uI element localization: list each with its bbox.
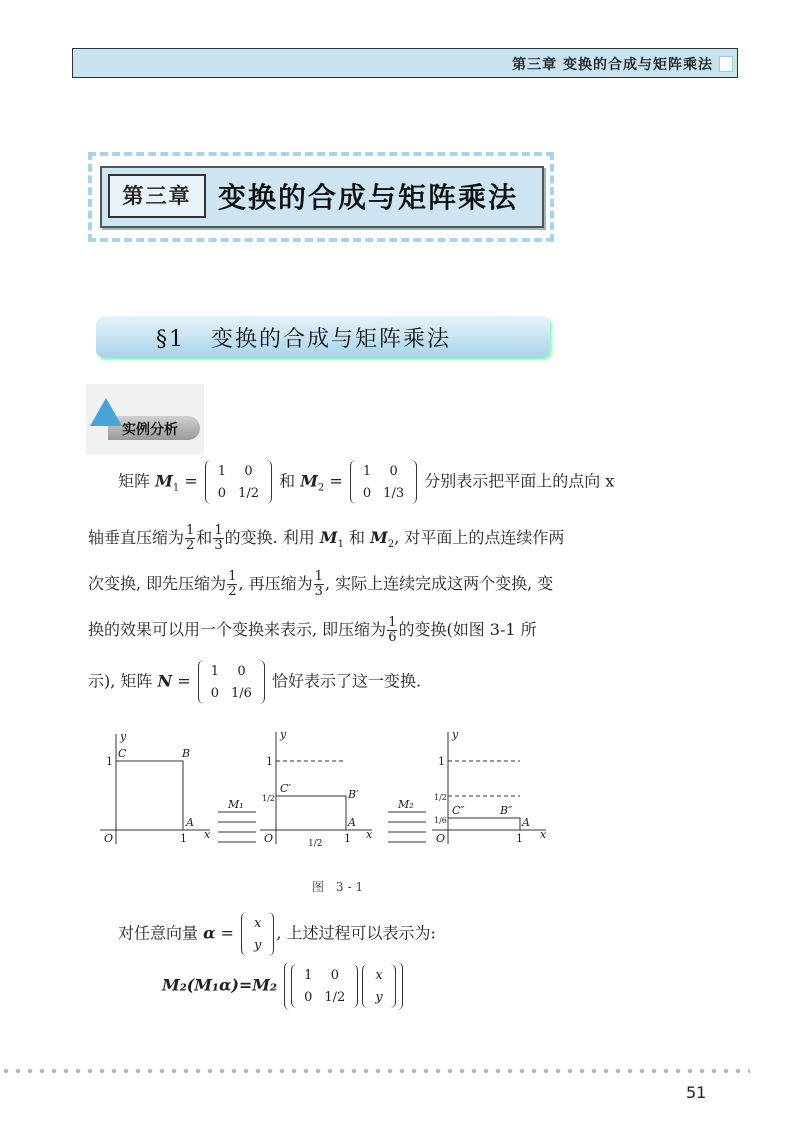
matrix-cell: 1/6 <box>231 685 252 701</box>
paragraph-line-5 <box>88 660 421 704</box>
formula <box>162 962 405 1010</box>
point-label-c: C″ <box>452 804 465 817</box>
matrix-cell: 0 <box>210 685 220 701</box>
equals-sign: = <box>329 471 343 491</box>
paragraph-line-3 <box>88 570 553 599</box>
text-run: 的变换(如图 3-1 所 <box>398 620 537 639</box>
text-run: 轴垂直压缩为 <box>88 528 185 547</box>
matrix-m2-sub: 2 <box>387 539 395 551</box>
arrow-label-m2: M₂ <box>398 798 414 811</box>
denominator: 3 <box>314 584 323 599</box>
tick-label: 1/2 <box>308 839 323 849</box>
origin-label: O <box>264 832 274 845</box>
section-heading <box>156 322 451 353</box>
matrix-cell: 0 <box>330 967 339 983</box>
vector-name: α <box>203 923 216 943</box>
denominator: 3 <box>214 538 223 553</box>
fraction-third <box>314 570 324 599</box>
point-label-c: C′ <box>280 782 291 795</box>
vector-cell: y <box>375 989 383 1005</box>
matrix-n-name: N <box>157 671 173 691</box>
formula-vector <box>362 964 395 1008</box>
text-run: , 上述过程可以表示为: <box>276 923 436 943</box>
chapter-label: 第三章 <box>108 174 206 218</box>
matrix-cell: 0 <box>389 463 398 479</box>
matrix-n <box>198 660 265 704</box>
matrix-cell: 1/2 <box>238 485 259 501</box>
paragraph-2 <box>118 912 436 956</box>
matrix-m2-name: M <box>300 471 318 491</box>
section-number: §1 <box>156 327 185 352</box>
axis-label-x: x <box>540 828 547 841</box>
text-run: , 实际上连续完成这两个变换, 变 <box>324 574 554 593</box>
text-run: , 对平面上的点连续作两 <box>394 528 565 547</box>
matrix-cell: 0 <box>217 485 227 501</box>
fraction-sixth <box>387 616 397 645</box>
text-run: 换的效果可以用一个变换来表示, 即压缩为 <box>88 620 387 639</box>
denominator: 2 <box>228 584 237 599</box>
matrix-cell: 0 <box>304 989 313 1005</box>
tick-label: 1 <box>438 755 445 768</box>
denominator: 6 <box>388 630 397 645</box>
paragraph-line-1 <box>118 460 614 504</box>
figure-caption: 图 3-1 <box>312 880 368 894</box>
matrix-cell: 0 <box>244 463 253 479</box>
triangle-icon <box>90 398 122 426</box>
text-run: 次变换, 即先压缩为 <box>88 574 227 593</box>
paragraph-line-4 <box>88 616 537 645</box>
badge-label: 实例分析 <box>122 422 178 438</box>
formula-lhs: M₂(M₁α)=M₂ <box>162 975 278 995</box>
text-run: 的变换. 利用 <box>224 528 320 547</box>
running-header-title: 第三章 变换的合成与矩阵乘法 <box>512 57 713 73</box>
vector-cell: x <box>254 915 262 931</box>
figure-3-1 <box>90 724 560 874</box>
tick-label: 1 <box>516 832 523 845</box>
tick-label: 1/2 <box>262 794 275 803</box>
origin-label: O <box>104 832 114 845</box>
square-outline <box>116 761 183 830</box>
rect-outline <box>276 796 346 830</box>
tick-label: 1 <box>106 755 113 768</box>
arrow-label-m1: M₁ <box>228 798 244 811</box>
numerator: 1 <box>388 615 397 630</box>
axis-label-x: x <box>366 828 373 841</box>
matrix-cell: 1/2 <box>324 989 346 1005</box>
matrix-m1-sub: 1 <box>337 539 344 551</box>
vector-cell: y <box>254 937 262 953</box>
axis-label-y: y <box>120 730 127 743</box>
equals-sign: = <box>184 471 198 491</box>
point-label-b: B′ <box>348 788 359 801</box>
paragraph-line-2 <box>88 524 564 553</box>
matrix-cell: 1 <box>217 463 227 479</box>
matrix-cell: 1 <box>210 663 220 679</box>
fraction-half <box>185 524 195 553</box>
fraction-half <box>227 570 237 599</box>
rect-outline <box>448 818 520 830</box>
point-label-a: A <box>522 816 530 829</box>
text-run: 示), 矩阵 <box>88 671 158 691</box>
point-label-a: A <box>186 816 194 829</box>
equals-sign: = <box>220 923 234 943</box>
tick-label: 1/2 <box>434 793 447 802</box>
point-label-a: A <box>348 816 356 829</box>
numerator: 1 <box>314 569 323 584</box>
tick-label: 1/6 <box>434 816 447 825</box>
matrix-cell: 0 <box>362 485 372 501</box>
matrix-cell: 1 <box>362 463 372 479</box>
tick-label: 1 <box>344 832 351 845</box>
equals-sign: = <box>177 671 191 691</box>
header-square-decoration <box>719 56 733 72</box>
matrix-m1-name: M <box>155 471 173 491</box>
matrix-m1-sub: 1 <box>172 482 180 494</box>
text-run: , 再压缩为 <box>238 574 313 593</box>
matrix-m2 <box>350 460 417 504</box>
text-run: 分别表示把平面上的点向 x <box>424 471 615 491</box>
point-label-b: B″ <box>500 804 513 817</box>
running-header <box>72 48 738 78</box>
page-number: 51 <box>686 1083 707 1102</box>
point-label-b: B <box>182 747 191 760</box>
text-run: 矩阵 <box>118 471 151 491</box>
numerator: 1 <box>214 523 223 538</box>
tick-label: 1 <box>266 755 273 768</box>
matrix-cell: 1/3 <box>383 485 405 501</box>
tick-label: 1 <box>180 832 187 845</box>
point-label-c: C <box>118 747 127 760</box>
chapter-title: 变换的合成与矩阵乘法 <box>218 181 519 214</box>
vector-cell: x <box>375 967 383 983</box>
matrix-m1 <box>205 460 272 504</box>
numerator: 1 <box>186 523 195 538</box>
denominator: 2 <box>186 538 195 553</box>
text-run: 恰好表示了这一变换. <box>272 671 422 691</box>
section-title: 变换的合成与矩阵乘法 <box>211 327 452 352</box>
axis-label-x: x <box>204 828 211 841</box>
axis-label-y: y <box>280 728 287 741</box>
text-run: 和 <box>196 528 213 547</box>
formula-matrix <box>291 964 358 1008</box>
numerator: 1 <box>228 569 237 584</box>
vector-column <box>241 912 274 956</box>
matrix-m1-name: M <box>319 528 338 547</box>
matrix-cell: 1 <box>304 967 313 983</box>
matrix-m2-name: M <box>370 528 388 547</box>
formula-outer-paren <box>284 962 403 1010</box>
matrix-m2-sub: 2 <box>317 482 325 494</box>
text-run: 和 <box>343 528 371 547</box>
fraction-third <box>213 524 223 553</box>
axis-label-y: y <box>452 728 459 741</box>
text-run: 对任意向量 <box>118 923 204 943</box>
origin-label: O <box>436 832 446 845</box>
dotted-separator <box>0 1068 750 1074</box>
text-run: 和 <box>279 471 296 491</box>
matrix-cell: 0 <box>237 663 246 679</box>
